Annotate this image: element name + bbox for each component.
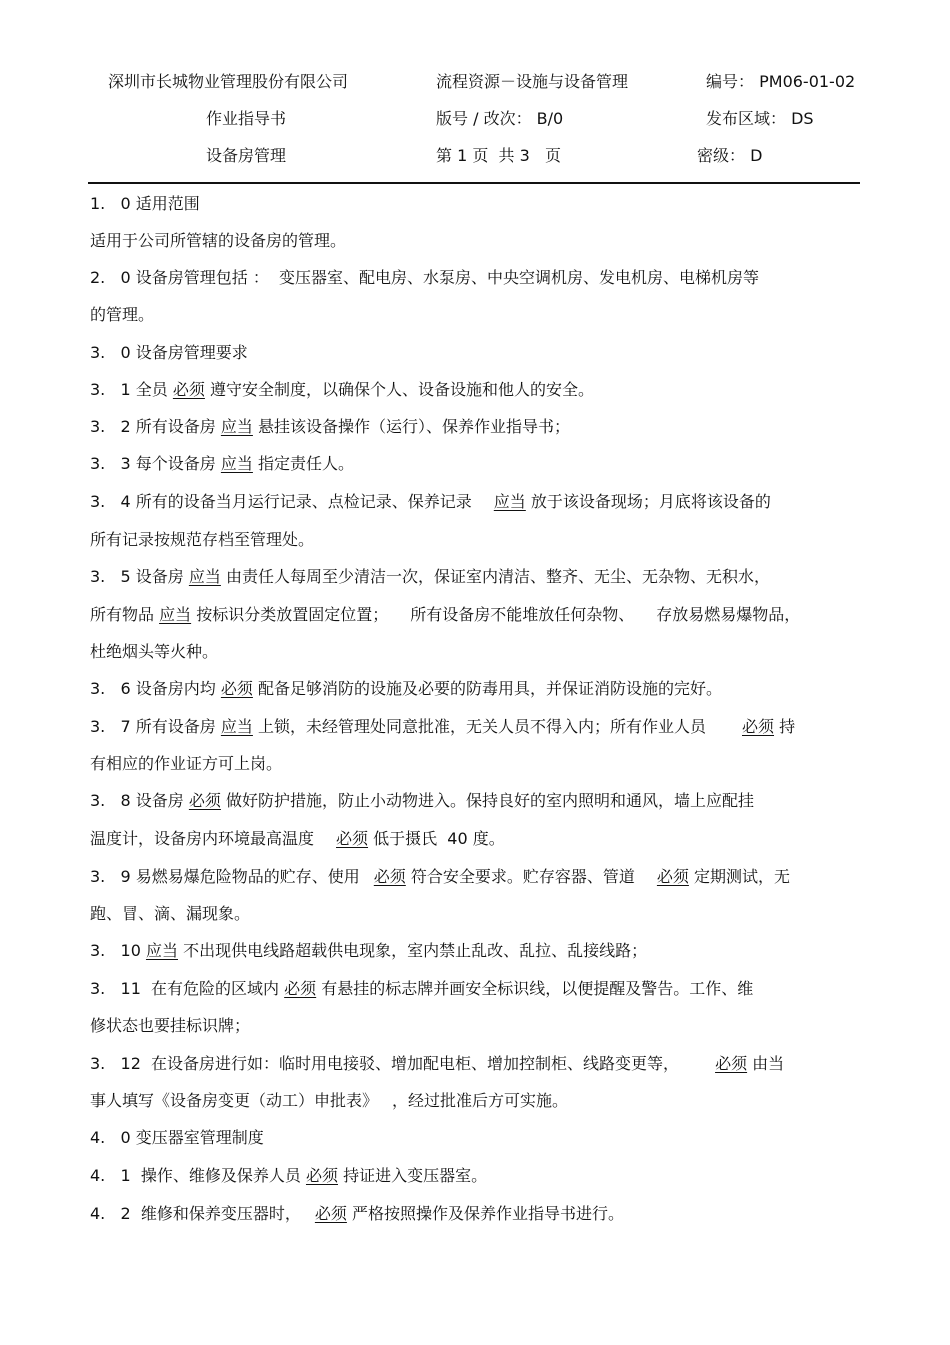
text-segment: 指定责任人。 (252, 454, 354, 473)
text-segment: 4. 1 操作、维修及保养人员 (90, 1166, 306, 1185)
paragraph-line: 所有记录按规范存档至管理处。 (90, 530, 315, 549)
text-segment: 所有物品 (90, 605, 160, 624)
section-heading: 1. 0 适用范围 (90, 194, 200, 213)
text-segment: 3. 9 易燃易爆危险物品的贮存、使用 (90, 867, 360, 886)
clause-line (90, 678, 722, 700)
paragraph-line: 有相应的作业证方可上岗。 (90, 754, 283, 773)
keyword-underlined: 必须 (172, 380, 205, 399)
secret-level-value: D (750, 146, 763, 165)
secret-level (697, 146, 762, 166)
clause-line (90, 940, 647, 962)
text-segment: 低于摄氏 40 度。 (368, 829, 505, 848)
clause-line (90, 1090, 568, 1112)
version-value: B/0 (536, 109, 564, 128)
version (436, 109, 563, 129)
text-segment: 3. 2 所有设备房 (90, 417, 221, 436)
paragraph-line: 跑、冒、滴、漏现象。 (90, 904, 251, 923)
text-segment: 有悬挂的标志牌并画安全标识线，以便提醒及警告。工作、维 (316, 979, 754, 998)
text-segment: 3. 11 在有危险的区域内 (90, 979, 285, 998)
page-info: 第 1 页 共 3 页 (436, 146, 562, 165)
text-segment: 不出现供电线路超载供电现象，室内禁止乱改、乱拉、乱接线路； (177, 941, 648, 960)
company-name: 深圳市长城物业管理股份有限公司 (108, 72, 349, 91)
keyword-underlined: 必须 (373, 867, 406, 886)
keyword-underlined: 应当 (159, 605, 192, 624)
clause-line (90, 416, 570, 438)
text-segment: 存放易燃易爆物品， (656, 605, 801, 624)
paragraph-line: 适用于公司所管辖的设备房的管理。 (90, 231, 347, 250)
clause-line (90, 604, 800, 626)
text-segment: 温度计，设备房内环境最高温度 (90, 829, 315, 848)
release-area-label: 发布区域： (706, 109, 787, 128)
text-segment: 持证进入变压器室。 (337, 1166, 488, 1185)
doc-code-label: 编号： (706, 72, 755, 91)
text-segment: 事人填写《设备房变更（动工）申批表》 (90, 1091, 379, 1110)
clause-line (90, 379, 594, 401)
keyword-underlined: 应当 (188, 567, 221, 586)
clause-line (90, 1203, 624, 1225)
keyword-underlined: 必须 (314, 1204, 347, 1223)
keyword-underlined: 必须 (742, 717, 775, 736)
secret-level-label: 密级： (697, 146, 746, 165)
clause-line (90, 453, 354, 475)
clause-line (90, 866, 790, 888)
paragraph-line: 的管理。 (90, 305, 155, 324)
clause-line (90, 1165, 487, 1187)
process-name: 流程资源－设施与设备管理 (436, 72, 629, 91)
doc-type: 作业指导书 (206, 109, 287, 128)
keyword-underlined: 应当 (220, 717, 253, 736)
clause-line (90, 491, 771, 513)
clause-line (90, 790, 754, 812)
header-divider (88, 182, 860, 184)
keyword-underlined: 必须 (656, 867, 689, 886)
keyword-underlined: 必须 (220, 679, 253, 698)
text-segment: 做好防护措施，防止小动物进入。保持良好的室内照明和通风，墙上应配挂 (220, 791, 754, 810)
clause-line (90, 828, 505, 850)
paragraph-line: 修状态也要挂标识牌； (90, 1016, 251, 1035)
text-segment: 符合安全要求。贮存容器、管道 (405, 867, 635, 886)
text-segment: 3. 5 设备房 (90, 567, 189, 586)
text-segment: 3. 3 每个设备房 (90, 454, 221, 473)
text-segment: 按标识分类放置固定位置； (191, 605, 389, 624)
keyword-underlined: 必须 (188, 791, 221, 810)
text-segment: 3. 1 全员 (90, 380, 173, 399)
text-segment: 3. 10 (90, 941, 146, 960)
keyword-underlined: 必须 (715, 1054, 748, 1073)
text-segment: 3. 8 设备房 (90, 791, 189, 810)
doc-code-value: PM06-01-02 (759, 72, 856, 91)
text-segment: 3. 6 设备房内均 (90, 679, 221, 698)
keyword-underlined: 应当 (145, 941, 178, 960)
clause-line (90, 1053, 784, 1075)
section-heading: 4. 0 变压器室管理制度 (90, 1128, 264, 1147)
text-segment: 3. 7 所有设备房 (90, 717, 221, 736)
text-segment: 严格按照操作及保养作业指导书进行。 (346, 1204, 624, 1223)
version-label: 版号 / 改次： (436, 109, 532, 128)
text-segment: 悬挂该设备操作（运行）、保养作业指导书； (252, 417, 570, 436)
text-segment: 持 (774, 717, 796, 736)
text-segment: 4. 2 维修和保养变压器时， (90, 1204, 301, 1223)
keyword-underlined: 必须 (336, 829, 369, 848)
text-segment: 3. 12 在设备房进行如：临时用电接驳、增加配电柜、增加控制柜、线路变更等， (90, 1054, 680, 1073)
text-segment: 遵守安全制度，以确保个人、设备设施和他人的安全。 (204, 380, 594, 399)
text-segment: ，经过批准后方可实施。 (392, 1091, 569, 1110)
text-segment: 定期测试，无 (688, 867, 791, 886)
text-segment: 3. 4 所有的设备当月运行记录、点检记录、保养记录 (90, 492, 472, 511)
doc-title: 设备房管理 (206, 146, 287, 165)
text-segment: 上锁，未经管理处同意批准，无关人员不得入内；所有作业人员 (252, 717, 706, 736)
text-segment: 由当 (747, 1054, 785, 1073)
keyword-underlined: 应当 (493, 492, 526, 511)
keyword-underlined: 必须 (284, 979, 317, 998)
paragraph-line: 杜绝烟头等火种。 (90, 642, 219, 661)
keyword-underlined: 必须 (305, 1166, 338, 1185)
doc-code (706, 72, 855, 92)
release-area-value: DS (791, 109, 814, 128)
keyword-underlined: 应当 (220, 417, 253, 436)
clause-line (90, 978, 753, 1000)
clause-line (90, 716, 795, 738)
text-segment: 由责任人每周至少清洁一次，保证室内清洁、整齐、无尘、无杂物、无积水， (220, 567, 770, 586)
section-heading: 3. 0 设备房管理要求 (90, 343, 248, 362)
clause-line (90, 566, 770, 588)
release-area (706, 109, 814, 129)
paragraph-line: 2. 0 设备房管理包括 ： 变压器室、配电房、水泵房、中央空调机房、发电机房、电梯机房等 (90, 268, 760, 287)
text-segment: 所有设备房不能堆放任何杂物、 (410, 605, 635, 624)
keyword-underlined: 应当 (220, 454, 253, 473)
text-segment: 放于该设备现场；月底将该设备的 (525, 492, 771, 511)
text-segment: 配备足够消防的设施及必要的防毒用具，并保证消防设施的完好。 (252, 679, 722, 698)
